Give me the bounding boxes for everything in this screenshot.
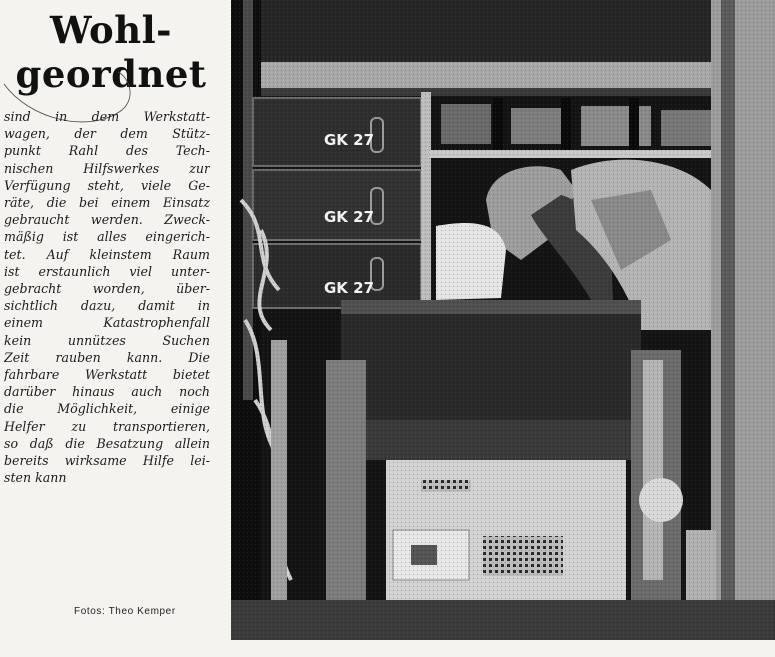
article-line: tet. Auf kleinstem Raum	[4, 246, 210, 262]
article-body	[4, 108, 210, 486]
article-line: Verfügung steht, viele Ge-	[4, 177, 210, 193]
article-line: die Möglichkeit, einige	[4, 401, 210, 417]
article-line: gebraucht werden. Zweck-	[4, 212, 210, 228]
article-line: sind in dem Werkstatt-	[4, 109, 210, 124]
article-line: einem Katastrophenfall	[4, 315, 210, 331]
gk-box-label-3: GK 27	[324, 279, 375, 297]
article-line: bereits wirksame Hilfe lei-	[4, 453, 210, 469]
gk-box-label-1: GK 27	[324, 131, 375, 149]
article-line: punkt Rahl des Tech-	[4, 143, 210, 159]
article-line: gebracht worden, über-	[4, 281, 210, 297]
article-line: so daß die Besatzung allein	[4, 435, 210, 451]
article-line: räte, die bei einem Einsatz	[4, 195, 210, 211]
article-line: Helfer zu transportieren,	[4, 418, 210, 434]
workshop-photo	[231, 0, 775, 640]
article-line: nischen Hilfswerkes zur	[4, 160, 210, 176]
photo-credit: Fotos: Theo Kemper	[74, 606, 176, 617]
article-line: sichtlich dazu, damit in	[4, 298, 210, 314]
headline-line-2: geordnet	[15, 52, 207, 96]
article-line: fahrbare Werkstatt bietet	[4, 367, 210, 383]
article-line: sten kann	[4, 470, 67, 486]
article-line: darüber hinaus auch noch	[4, 384, 210, 400]
gk-box-label-2: GK 27	[324, 208, 375, 226]
article-line: Zeit rauben kann. Die	[4, 349, 210, 365]
headline-line-1: Wohl-	[49, 8, 173, 52]
article-line: kein unnützes Suchen	[4, 332, 210, 348]
article-line: ist erstaunlich viel unter-	[4, 263, 210, 279]
article-line: mäßig ist alles eingerich-	[4, 229, 210, 245]
article-line: wagen, der dem Stütz-	[4, 126, 210, 142]
